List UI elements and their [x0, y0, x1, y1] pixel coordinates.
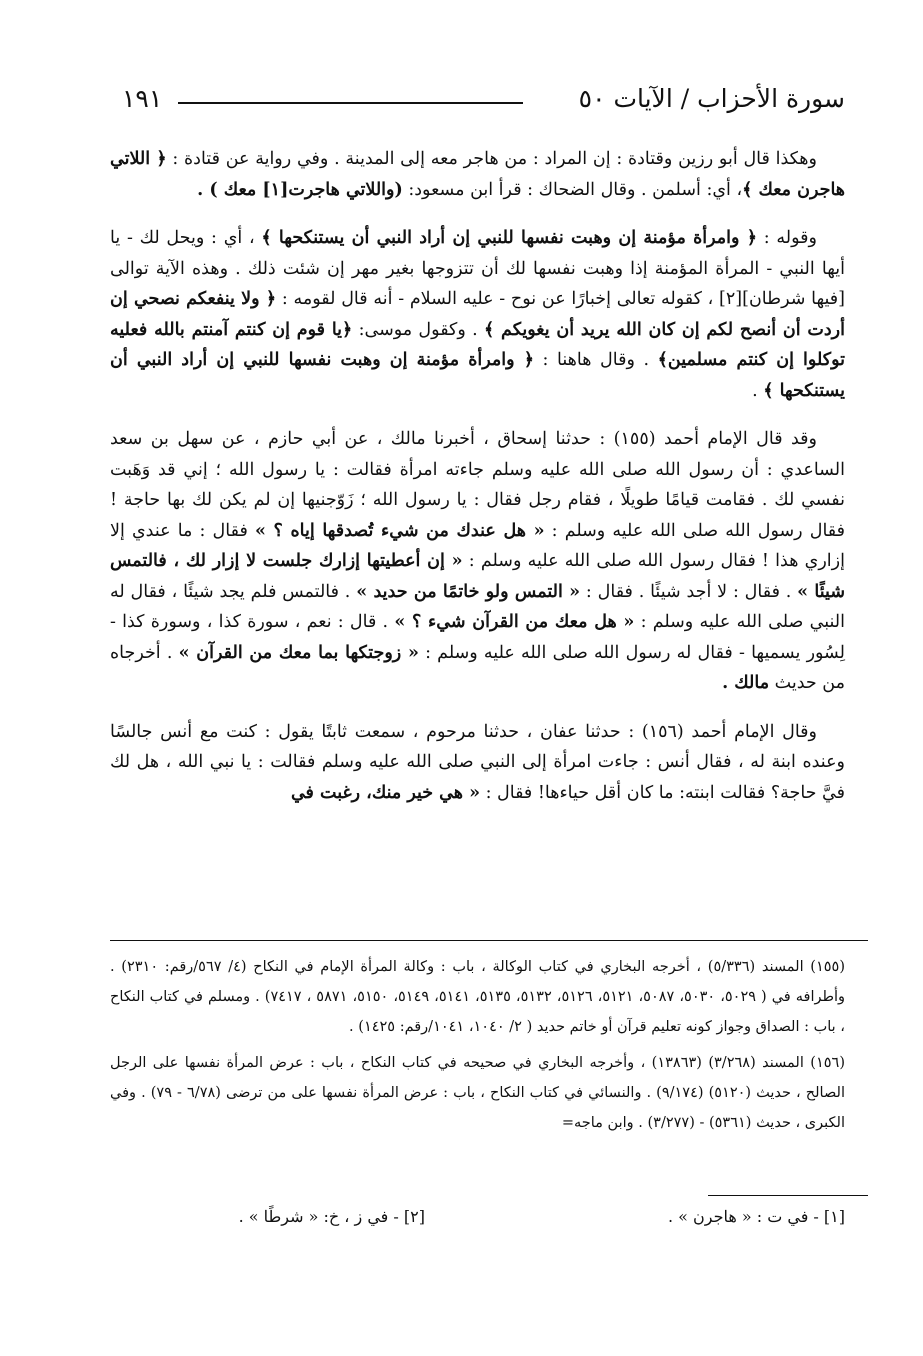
- main-text: [110, 144, 845, 826]
- paragraph: [110, 424, 845, 699]
- text-run: وقوله :: [757, 228, 817, 248]
- quoted-text: « هل معك من القرآن شيء ؟ »: [394, 612, 635, 632]
- quoted-text: « إن أعطيتها إزارك جلست لا إزار لك ، فالتمس شيئًا »: [110, 551, 845, 602]
- text-run: .: [752, 380, 764, 401]
- footnotes: [110, 952, 845, 1144]
- quoted-text: ﴿ وامرأة مؤمنة إن وهبت نفسها للنبي إن أراد النبي أن يستنكحها ﴾: [110, 350, 845, 401]
- quoted-text: ﴿ وامرأة مؤمنة إن وهبت نفسها للنبي إن أراد النبي أن يستنكحها ﴾: [261, 228, 758, 248]
- running-title: سورة الأحزاب / الآيات ٥٠: [578, 84, 845, 113]
- text-run: . وكقول موسى:: [352, 319, 484, 340]
- page-header: [110, 84, 845, 124]
- quoted-text: مالك .: [722, 673, 770, 693]
- text-run: . فالتمس فلم يجد شيئًا ، فقال له النبي صلى الله عليه وسلم :: [110, 581, 845, 632]
- notes-separator: [708, 1195, 868, 1196]
- text-run: ، أي: أسلمن . وقال الضحاك : قرأ ابن مسعود:: [402, 179, 743, 200]
- footnote-separator: [110, 940, 868, 941]
- variant-note-1: [١] - في ت : « هاجرن » .: [667, 1207, 845, 1226]
- text-run: . فقال : لا أجد شيئًا . فقال :: [580, 581, 798, 602]
- quoted-text: « هل عندك من شيء تُصدقها إياه ؟ »: [254, 520, 545, 541]
- text-run: . وقال هاهنا :: [533, 350, 658, 370]
- paragraph: [110, 223, 845, 406]
- text-run: وقال الإمام أحمد (١٥٦) : حدثنا عفان ، حدثنا مرحوم ، سمعت ثابتًا يقول : كنت مع أنس جالسًا وعنده ابنة له ، فقال أنس : جاءت امرأة إلى النبي صلى الله عليه وسلم فقالت : يا نبي الله ، هل لك فيَّ حاجة؟ فقالت ابنته: ما كان أقل حياءها! فقال :: [110, 721, 845, 803]
- text-run: ، أي : ويحل لك - يا أيها النبي - المرأة المؤمنة إذا وهبت نفسها لك أن تتزوجها بغير مهر إن شئت ذلك . وهذه الآية توالى [فيها شرطان][٢] ، كقوله تعالى إخبارًا عن نوح - عليه السلام - أنه قال لقومه :: [110, 228, 845, 309]
- paragraph: [110, 717, 845, 809]
- text-run: وهكذا قال أبو رزين وقتادة : إن المراد : من هاجر معه إلى المدينة . وفي رواية عن قتادة :: [166, 149, 817, 169]
- quoted-text: ﴿ اللاتي هاجرن معك ﴾: [110, 149, 845, 200]
- paragraph: [110, 144, 845, 205]
- quoted-text: « زوجتكها بما معك من القرآن »: [178, 642, 419, 663]
- quoted-text: ﴿ ولا ينفعكم نصحي إن أردت أن أنصح لكم إن كان الله يريد أن يغويكم ﴾: [110, 289, 845, 340]
- page-number: ١٩١: [122, 84, 163, 113]
- text-run: فقال : ما عندي إلا إزاري هذا ! فقال رسول الله صلى الله عليه وسلم :: [110, 520, 845, 571]
- text-run: . قال : نعم ، سورة كذا ، وسورة كذا - لِسُور يسميها - فقال له رسول الله صلى الله عليه وسلم :: [110, 612, 846, 663]
- footnote-156: (١٥٦) المسند (٣/٢٦٨) (١٣٨٦٣) ، وأخرجه البخاري في صحيحه في كتاب النكاح ، باب : عرض المرأة نفسها على الرجل الصالح ، حديث (٥١٢٠) (٩/١٧٤) . والنسائي في كتاب النكاح ، باب : عرض المرأة نفسها على من ترضى (٦/٧٨ - ٧٩) . وفي الكبرى ، حديث (٥٣٦١) - (٣/٢٧٧) . وابن ماجه=: [110, 1055, 845, 1131]
- variant-note-2: [٢] - في ز ، خ: « شرطًا » .: [238, 1207, 425, 1226]
- text-run: وقد قال الإمام أحمد (١٥٥) : حدثنا إسحاق ، أخبرنا مالك ، عن أبي حازم ، عن سهل بن سعد الساعدي : أن رسول الله صلى الله عليه وسلم جاءته امرأة فقالت : يا رسول الله ؛ إني قد وَهَبت نفسي لك . فقامت قيامًا طويلًا ، فقام رجل فقال : يا رسول الله ؛ زَوّجنيها إن لم يكن لك بها حاجة ! فقال رسول الله صلى الله عليه وسلم :: [110, 429, 845, 541]
- quoted-text: (واللاتي هاجرت[١] معك ) .: [197, 179, 403, 200]
- quoted-text: ﴿يا قوم إن كنتم آمنتم بالله فعليه توكلوا إن كنتم مسلمين﴾: [110, 319, 845, 370]
- quoted-text: « التمس ولو خاتمًا من حديد »: [356, 581, 581, 602]
- quoted-text: « هي خير منك، رغبت في: [290, 782, 481, 803]
- text-run: . أخرجاه من حديث: [110, 642, 845, 693]
- header-rule: [178, 102, 523, 104]
- footnote-155: (١٥٥) المسند (٥/٣٣٦) ، أخرجه البخاري في كتاب الوكالة ، باب : وكالة المرأة الإمام في النكاح (٤/ ٥٦٧/رقم: ٢٣١٠) . وأطرافه في ( ٥٠٢٩، ٥٠٣٠، ٥٠٨٧، ٥١٢١، ٥١٢٦، ٥١٣٢، ٥١٣٥، ٥١٤١، ٥١٤٩، ٥١٥٠، ٥٨٧١ ، ٧٤١٧) . ومسلم في كتاب النكاح ، باب : الصداق وجواز كونه تعليم قرآن أو خاتم حديد ( ٢/ ١٠٤٠، ١٠٤١/رقم: ١٤٢٥) .: [110, 959, 846, 1035]
